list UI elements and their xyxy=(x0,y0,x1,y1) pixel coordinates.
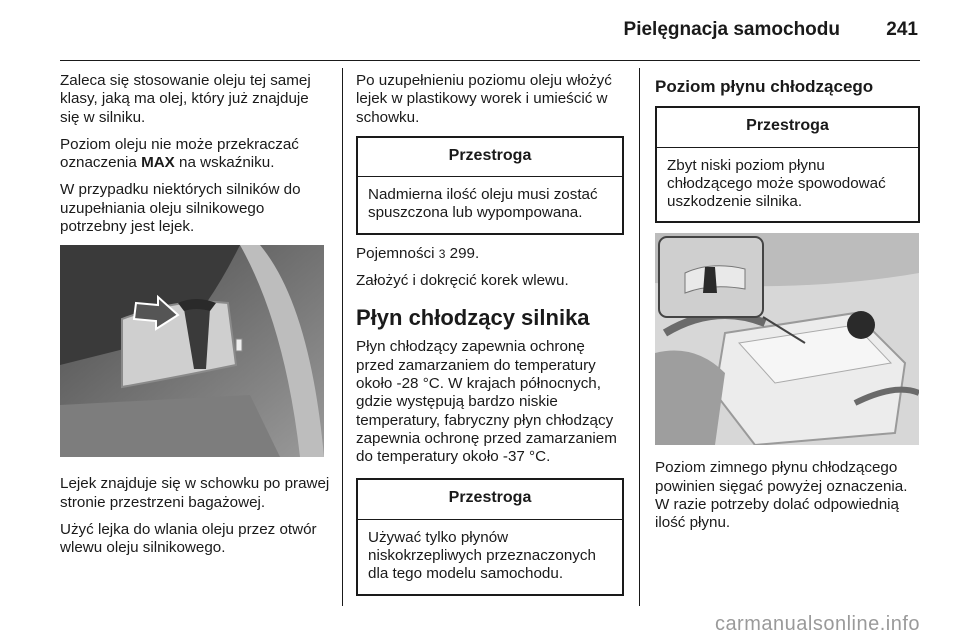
section-heading-coolant: Płyn chłodzący silnika xyxy=(356,305,590,331)
paragraph-funnel-needed: W przypadku niektórych silników do uzupełniania oleju silnikowego potrzebny jest lejek. xyxy=(60,181,301,236)
caution-box-coolant xyxy=(655,106,920,223)
column-3 xyxy=(655,72,920,542)
max-marker-label: MAX xyxy=(141,154,175,172)
subheading-coolant-level: Poziom płynu chłodzącego xyxy=(655,77,874,96)
header-rule xyxy=(60,60,920,61)
paragraph-close-cap: Założyć i dokręcić korek wlewu. xyxy=(356,272,569,290)
page-number: 241 xyxy=(886,19,918,40)
capacities-page-ref: 299. xyxy=(445,244,480,262)
paragraph-coolant-level: Poziom zimnego płynu chłodzącego powinien sięgać powyżej oznaczenia. W razie potrzeby dolać odpowiednią ilość płynu. xyxy=(655,459,908,532)
caution-text: Używać tylko płynów niskokrzepliwych przeznaczonych dla tego modelu samochodu. xyxy=(368,528,596,583)
oil-max-text-a: Poziom oleju nie może przekraczać oznaczenia xyxy=(60,135,299,172)
trunk-funnel-illustration xyxy=(60,245,324,457)
column-rule-1 xyxy=(342,68,343,606)
paragraph-funnel-use: Użyć lejka do wlania oleju przez otwór wlewu oleju silnikowego. xyxy=(60,520,317,557)
capacities-label: Pojemności xyxy=(356,244,439,262)
engine-coolant-reservoir-illustration xyxy=(655,233,919,445)
paragraph-oil-max xyxy=(60,136,330,173)
paragraph-after-refill: Po uzupełnieniu poziomu oleju włożyć lejek w plastikowy worek i umieścić w schowku. xyxy=(356,72,612,126)
page-header-title: Pielęgnacja samochodu xyxy=(623,19,840,40)
paragraph-capacities xyxy=(356,245,624,263)
caution-text: Nadmierna ilość oleju musi zostać spuszczona lub wypompowana. xyxy=(368,186,598,222)
caution-box-antifreeze xyxy=(356,478,624,595)
column-rule-2 xyxy=(639,68,640,606)
caution-box-oil xyxy=(356,136,624,235)
caution-heading: Przestroga xyxy=(358,138,622,177)
watermark: carmanualsonline.info xyxy=(714,613,920,635)
page-reference-icon: 3 xyxy=(438,246,446,261)
oil-max-text-b: na wskaźniku. xyxy=(174,154,275,172)
caution-text: Zbyt niski poziom płynu chłodzącego może spowodować uszkodzenie silnika. xyxy=(667,156,886,211)
paragraph-funnel-location: Lejek znajduje się w schowku po prawej stronie przestrzeni bagażowej. xyxy=(60,475,330,511)
paragraph-oil-class: Zaleca się stosowanie oleju tej samej klasy, jaką ma olej, który już znajduje się w silniku. xyxy=(60,72,311,126)
column-1 xyxy=(60,72,330,567)
column-2 xyxy=(356,72,624,606)
caution-heading: Przestroga xyxy=(657,108,918,147)
caution-heading: Przestroga xyxy=(358,480,622,519)
paragraph-coolant-protection: Płyn chłodzący zapewnia ochronę przed zamarzaniem do temperatury około -28 °C. W krajach północnych, gdzie występują bardzo niskie temperatury, fabryczny płyn chłodzący zapewnia ochronę przed zamarzaniem do temperatury około -37 °C. xyxy=(356,338,617,466)
